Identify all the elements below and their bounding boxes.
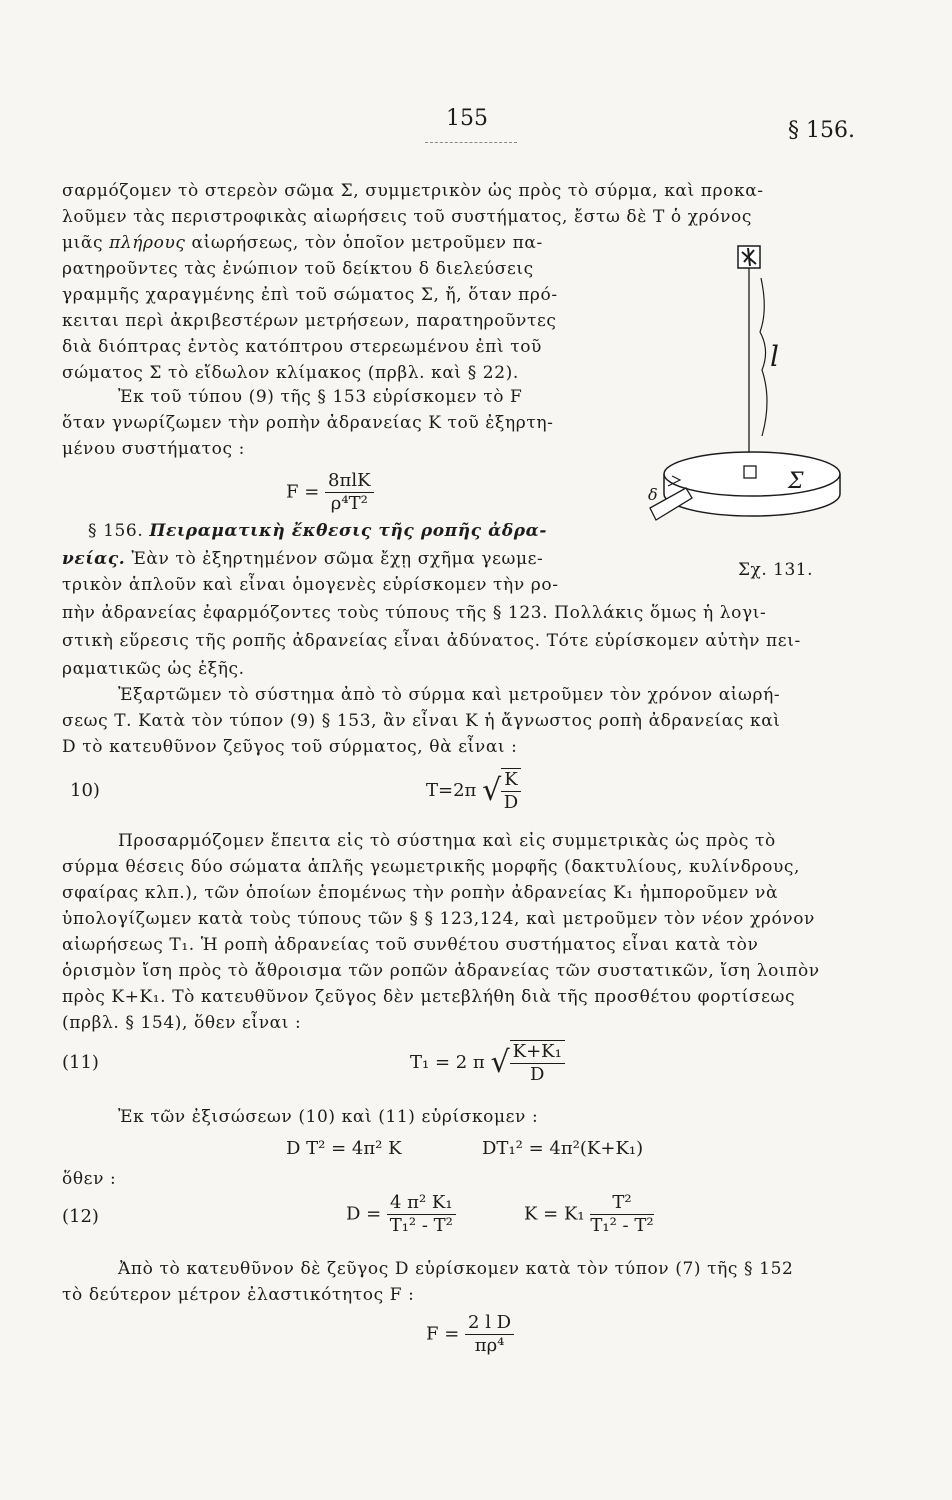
formula-lhs: K = K₁: [524, 1203, 585, 1225]
denominator: T₁² - T²: [590, 1215, 654, 1236]
equation-label: (11): [62, 1052, 99, 1073]
text-line: σαρμόζομεν τὸ στερεὸν σῶμα Σ, συμμετρικὸν ὡς πρὸς τὸ σύρμα, καὶ προκα-: [62, 181, 764, 201]
text-line: Ἐκ τῶν ἐξισώσεων (10) καὶ (11) εὑρίσκομεν :: [118, 1107, 539, 1127]
text-line: (πρβλ. § 154), ὅθεν εἶναι :: [62, 1013, 302, 1033]
fraction: [325, 470, 374, 515]
formula-lhs: F =: [426, 1323, 460, 1345]
text-line: πρὸς Κ+Κ₁. Τὸ κατευθῦνον ζεῦγος δὲν μετεβλήθη διὰ τῆς προσθέτου φορτίσεως: [62, 987, 796, 1007]
text-line: ρατηροῦντες τὰς ἐνώπιον τοῦ δείκτου δ διελεύσεις: [62, 259, 534, 279]
label-delta: δ: [648, 485, 658, 504]
denominator: πρ⁴: [474, 1335, 505, 1356]
denominator: D: [503, 792, 519, 813]
numerator: K: [501, 769, 520, 792]
equation-10: [426, 768, 521, 814]
fraction: [501, 769, 520, 814]
label-sigma: Σ: [788, 469, 804, 494]
square-root: [491, 1040, 565, 1086]
text-line: σφαίρας κλπ.), τῶν ὁποίων ἑπομένως τὴν ροπὴν ἀδρανείας Κ₁ ἠμποροῦμεν νὰ: [62, 883, 779, 903]
wire-mount: [744, 466, 756, 478]
text-line: ραματικῶς ὡς ἑξῆς.: [62, 659, 245, 679]
formula-lhs: D =: [346, 1203, 382, 1225]
text-line: λοῦμεν τὰς περιστροφικὰς αἰωρήσεις τοῦ συστήματος, ἔστω δὲ Τ ὁ χρόνος: [62, 207, 752, 227]
text-line: γραμμῆς χαραγμένης ἐπὶ τοῦ σώματος Σ, ἤ, ὅταν πρό-: [62, 285, 558, 305]
formula-f2: [426, 1312, 514, 1357]
fraction: [387, 1192, 456, 1237]
formula-f1: [286, 470, 374, 515]
text-line: σύρμα θέσεις δύο σώματα ἁπλῆς γεωμετρικῆς μορφῆς (δακτυλίους, κυλίνδρους,: [62, 857, 801, 877]
formula-lhs: T=2π: [426, 780, 477, 801]
label-l: l: [770, 340, 779, 373]
text-line: τὸ δεύτερον μέτρον ἐλαστικότητος F :: [62, 1285, 415, 1305]
fraction: [465, 1312, 514, 1357]
formula-lhs: T₁ = 2 π: [410, 1052, 485, 1073]
figure-caption: Σχ. 131.: [738, 560, 813, 580]
text-line: διὰ διόπτρας ἐντὸς κατόπτρου στερεωμένου ἐπὶ τοῦ: [62, 337, 542, 357]
equation-12-d: [346, 1192, 456, 1237]
text-span: μιᾶς: [62, 233, 110, 253]
denominator: D: [530, 1064, 545, 1085]
text-line: Προσαρμόζομεν ἔπειτα εἰς τὸ σύστημα καὶ εἰς συμμετρικὰς ὡς πρὸς τὸ: [118, 831, 776, 851]
text-line: στικὴ εὕρεσις τῆς ροπῆς ἀδρανείας εἶναι ἀδύνατος. Τότε εὑρίσκομεν αὐτὴν πει-: [62, 631, 801, 651]
numerator: 8πlK: [325, 470, 374, 493]
text-line: ὅθεν :: [62, 1169, 117, 1189]
text-line: αἰωρήσεως Τ₁. Ἡ ροπὴ ἀδρανείας τοῦ συνθέτου συστήματος εἶναι κατὰ τὸν: [62, 935, 759, 955]
numerator: T²: [590, 1192, 653, 1215]
text-line: ὑπολογίζωμεν κατὰ τοὺς τύπους τῶν § § 123,124, καὶ μετροῦμεν τὸν νέον χρόνον: [62, 909, 815, 929]
text-line: κειται περὶ ἀκριβεστέρων μετρήσεων, παρατηροῦντες: [62, 311, 557, 331]
denominator: T₁² - T²: [389, 1215, 453, 1236]
italic-word: πλήρους: [109, 233, 186, 253]
text-line: σώματος Σ τὸ εἴδωλον κλίμακος (πρβλ. καὶ § 22).: [62, 363, 519, 383]
text-line: Ἐκ τοῦ τύπου (9) τῆς § 153 εὑρίσκομεν τὸ F: [118, 387, 523, 407]
section-number: § 156.: [88, 521, 144, 541]
text-line: πὴν ἀδρανείας ἐφαρμόζοντες τοὺς τύπους τῆς § 123. Πολλάκις ὅμως ἡ λογι-: [62, 603, 767, 623]
section-title: Πειραματικὴ ἔκθεσις τῆς ροπῆς ἀδρα-: [149, 521, 548, 541]
numerator: K+K₁: [510, 1041, 565, 1064]
text-line: [88, 520, 547, 542]
text-line: ὅταν γνωρίζωμεν τὴν ροπὴν ἀδρανείας Κ τοῦ ἐξηρτη-: [62, 413, 554, 433]
fraction: [510, 1041, 565, 1086]
section-header: § 156.: [788, 118, 855, 143]
equation-left: D T² = 4π² K: [286, 1138, 402, 1159]
numerator: 4 π² K₁: [387, 1192, 456, 1215]
text-line: σεως Τ. Κατὰ τὸν τύπον (9) § 153, ἂν εἶναι Κ ἡ ἄγνωστος ροπὴ ἀδρανείας καὶ: [62, 711, 781, 731]
equation-right: DT₁² = 4π²(K+K₁): [482, 1138, 644, 1159]
equation-label: 10): [70, 780, 100, 801]
radical-sign: √: [490, 1045, 510, 1080]
equation-11: [410, 1040, 565, 1086]
text-line: ὁρισμὸν ἴση πρὸς τὸ ἄθροισμα τῶν ροπῶν ἀδρανείας τῶν συστατικῶν, ἴση λοιπὸν: [62, 961, 820, 981]
numerator: 2 l D: [465, 1312, 514, 1335]
text-line: [62, 548, 543, 570]
text-line: Ἀπὸ τὸ κατευθῦνον δὲ ζεῦγος D εὑρίσκομεν κατὰ τὸν τύπον (7) τῆς § 152: [118, 1259, 794, 1279]
text-span: αἰωρήσεως, τὸν ὁποῖον μετροῦμεν πα-: [185, 233, 543, 253]
formula-lhs: F =: [286, 481, 320, 503]
header-rule: [425, 142, 517, 143]
radical-sign: √: [482, 773, 502, 808]
fraction: [590, 1192, 653, 1237]
text-line: μένου συστήματος :: [62, 439, 245, 459]
denominator: ρ⁴T²: [330, 493, 368, 514]
text-line: τρικὸν ἁπλοῦν καὶ εἶναι ὁμογενὲς εὑρίσκομεν τὴν ρο-: [62, 575, 559, 595]
equation-12-k: [524, 1192, 654, 1237]
length-brace: [760, 278, 767, 436]
section-title-end: νείας.: [62, 549, 126, 569]
equation-label: (12): [62, 1206, 99, 1227]
text-line: D τὸ κατευθῦνον ζεῦγος τοῦ σύρματος, θὰ εἶναι :: [62, 737, 518, 757]
square-root: [482, 768, 521, 814]
page-number: 155: [446, 106, 488, 131]
text-span: Ἐὰν τὸ ἐξηρτημένον σῶμα ἔχῃ σχῆμα γεωμε-: [125, 549, 544, 569]
text-line: Ἐξαρτῶμεν τὸ σύστημα ἀπὸ τὸ σύρμα καὶ μετροῦμεν τὸν χρόνον αἰωρή-: [118, 685, 781, 705]
pendulum-figure: [620, 240, 890, 540]
text-line: [62, 232, 543, 254]
